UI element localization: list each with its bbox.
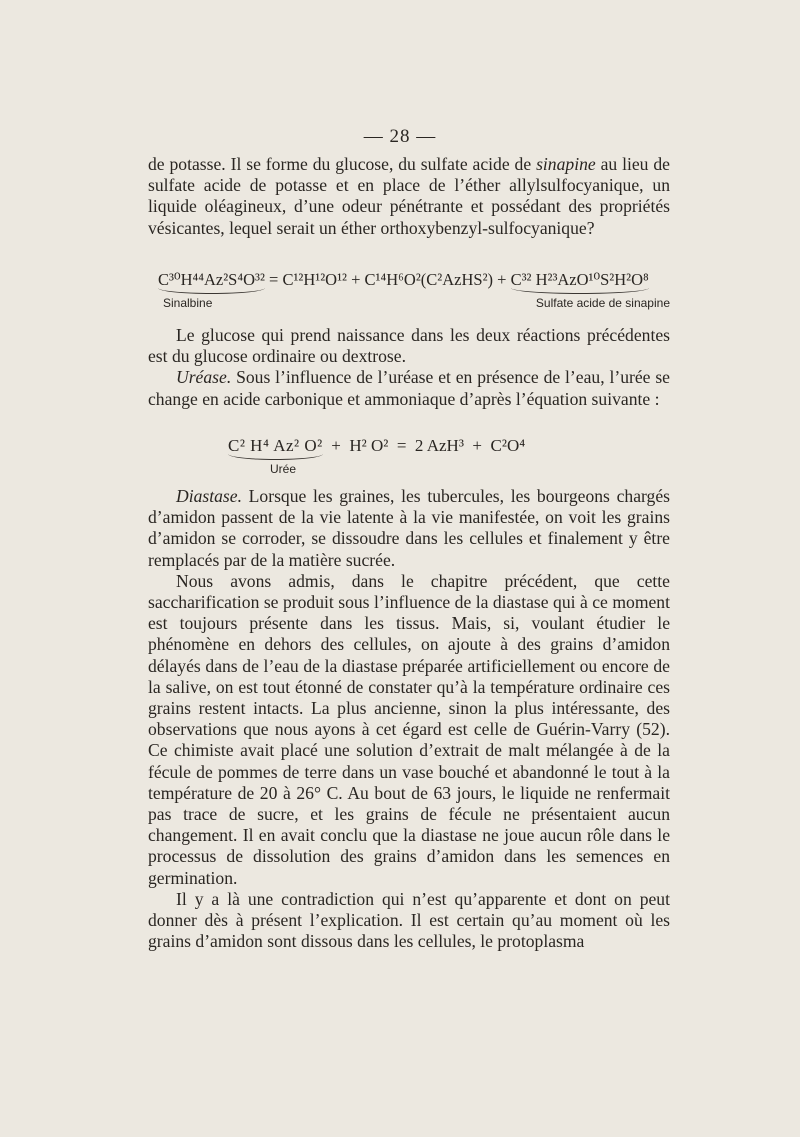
paragraph-5: Nous avons admis, dans le chapitre précédent, que cette saccharification se produit sous l’influence de la diastase qui à ce moment est toujours présente dans les tissus. Mais, si, voulant étudier le phénomène en dehors des cellules, on ajoute à des grains d’amidon délayés dans de l’eau de la diastase préparée artificiellement ou encore de la salive, on est tout étonné de constater qu’à la température ordinaire ces grains restent intacts. La plus ancienne, sinon la plus intéressante, des observations que nous ayons à cet égard est celle de Guérin-Varry (52). Ce chimiste avait placé une solution d’extrait de malt mélangée à de la fécule de pommes de terre dans un vase bouché et abandonné le tout à la température de 20 à 26° C. Au bout de 63 jours, le liquide ne renfermait pas trace de sucre, et les grains de fécule ne présentaient aucun changement. Il en avait conclu que la diastase ne joue aucun rôle dans le processus de dissolution des grains d’amidon dans les semences en germination.: [148, 570, 670, 888]
underbrace: [228, 454, 323, 460]
equation-1-middle: = C¹²H¹²O¹² + C¹⁴H⁶O²(C²AzHS²) +: [264, 270, 511, 289]
underbrace: [158, 288, 265, 294]
equation-sinalbine: [158, 269, 670, 291]
sinapine-term: sinapine: [536, 154, 596, 174]
paragraph-1-start: de potasse. Il se forme du glucose, du sulfate acide de: [148, 154, 537, 174]
label-sinalbine: Sinalbine: [163, 296, 213, 310]
paragraph-2-text: Le glucose qui prend naissance dans les deux réactions précédentes est du glucose ordinaire ou dextrose.: [148, 325, 670, 367]
paragraph-4-body: [148, 486, 670, 571]
paragraph-3: [148, 367, 670, 409]
diastase-heading: Diastase.: [176, 486, 242, 506]
equation-1-left: [158, 269, 265, 291]
equation-uree: [228, 435, 525, 457]
paragraph-6: Il y a là une contradiction qui n’est qu’apparente et dont on peut donner dès à présent l’explication. Il est certain qu’au moment où les grains d’amidon sont dissous dans les cellules, le protoplasma: [148, 888, 670, 952]
equation-2-left-text: C² H⁴ Az² O²: [228, 436, 323, 455]
equation-1-right: [511, 269, 649, 291]
equation-1-right-text: C³² H²³AzO¹⁰S²H²O⁸: [510, 270, 649, 289]
paragraph-1-rest: au lieu de sulfate acide de potasse et en place de l’éther allylsulfocyanique, un liquide oléagineux, d’une odeur pénétrante et possédant des propriétés vésicantes, lequel serait un éther orthoxybenzyl-sulfocyanique?: [148, 154, 670, 238]
urease-heading: Uréase.: [176, 367, 232, 388]
label-sulfate-sinapine: Sulfate acide de sinapine: [535, 296, 670, 310]
equation-1-left-text: C³⁰H⁴⁴Az²S⁴O³²: [158, 270, 265, 289]
paragraph-1: [148, 154, 670, 239]
paragraph-2: [148, 325, 670, 410]
paragraph-4-text: Lorsque les graines, les tubercules, les bourgeons chargés d’amidon passent de la vie latente à la vie manifestée, on voit les grains d’amidon se corroder, se dissoudre dans les cellules et finalement y être remplacés par de la matière sucrée.: [148, 486, 670, 570]
equation-2-rest: + H² O² = 2 AzH³ + C²O⁴: [322, 436, 526, 455]
equation-2-left: [228, 435, 323, 457]
paragraph-4: [148, 486, 670, 952]
label-uree: Urée: [270, 462, 297, 476]
page-number: — 28 —: [363, 126, 437, 147]
paragraph-3-text: Sous l’influence de l’uréase et en présence de l’eau, l’urée se change en acide carbonique et ammoniaque d’après l’équation suivante :: [148, 367, 670, 409]
underbrace: [511, 288, 649, 294]
